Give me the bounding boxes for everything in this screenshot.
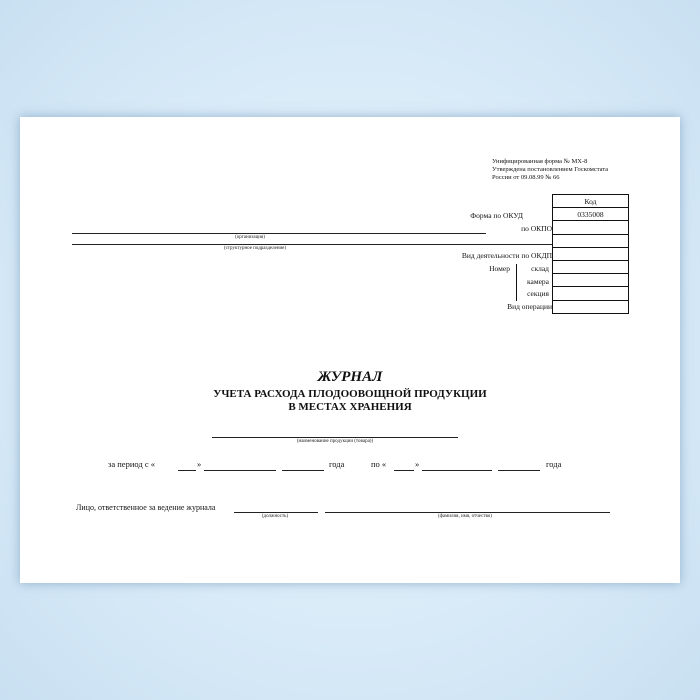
product-name-caption: (наименование продукции (товара)) [296, 439, 374, 444]
period-to-year-word: года [546, 459, 562, 469]
division-caption: (структурное подразделение) [223, 246, 287, 251]
period-to-day-line[interactable] [394, 470, 414, 471]
okdp-label: Вид деятельности по ОКДП [461, 251, 552, 260]
chamber-label: камера [526, 277, 549, 286]
period-from-year-word: года [329, 459, 345, 469]
form-approval-line-3: России от 09.08.99 № 66 [492, 174, 560, 181]
responsible-position-caption: (должность) [261, 514, 289, 519]
document-subtitle-1: УЧЕТА РАСХОДА ПЛОДООВОЩНОЙ ПРОДУКЦИИ [213, 388, 487, 400]
responsible-label-text: Лицо, ответственное за ведение журнала [76, 503, 216, 512]
responsible-name-caption: (фамилия, имя, отчество) [438, 514, 492, 519]
okpo-value-cell[interactable] [553, 221, 629, 234]
period-from-label: за период с « [108, 459, 155, 469]
document-subtitle-2: В МЕСТАХ ХРАНЕНИЯ [288, 401, 412, 413]
document-title: ЖУРНАЛ [317, 369, 383, 385]
division-line[interactable] [72, 244, 552, 245]
number-label: Номер [489, 264, 510, 273]
code-table-header: Код [553, 195, 629, 208]
form-approval-block [492, 158, 608, 182]
period-to-close-quote: » [415, 459, 420, 469]
responsible-name-line[interactable] [325, 512, 610, 513]
okud-label: Форма по ОКУД [470, 211, 523, 220]
form-sheet [20, 117, 680, 583]
period-to-year-line[interactable] [498, 470, 540, 471]
code-table [552, 194, 629, 314]
operation-label: Вид операции [507, 302, 552, 311]
period-from-year-line[interactable] [282, 470, 324, 471]
period-from-month-line[interactable] [204, 470, 276, 471]
warehouse-value-cell[interactable] [553, 260, 629, 273]
okpo-value-cell-2[interactable] [553, 234, 629, 247]
product-name-line[interactable] [212, 437, 458, 438]
period-from-close-quote: » [197, 459, 202, 469]
operation-value-cell[interactable] [553, 300, 629, 313]
form-approval-line-1: Унифицированная форма № МХ-8 [492, 158, 588, 165]
period-from-day-line[interactable] [178, 470, 196, 471]
warehouse-label: склад [531, 264, 549, 273]
organization-caption: (организация) [235, 235, 265, 240]
period-to-label: по « [371, 459, 387, 469]
chamber-value-cell[interactable] [553, 274, 629, 287]
okud-value-cell[interactable]: 0335008 [553, 208, 629, 221]
section-label: секция [527, 289, 549, 298]
responsible-label [76, 503, 215, 512]
form-approval-line-2: Утверждена постановлением Госкомстата [492, 166, 609, 173]
okdp-value-cell[interactable] [553, 247, 629, 260]
section-value-cell[interactable] [553, 287, 629, 300]
period-to-month-line[interactable] [422, 470, 492, 471]
okpo-label: по ОКПО [521, 224, 552, 233]
organization-line[interactable] [72, 233, 486, 234]
number-bracket [516, 264, 553, 301]
responsible-position-line[interactable] [234, 512, 318, 513]
